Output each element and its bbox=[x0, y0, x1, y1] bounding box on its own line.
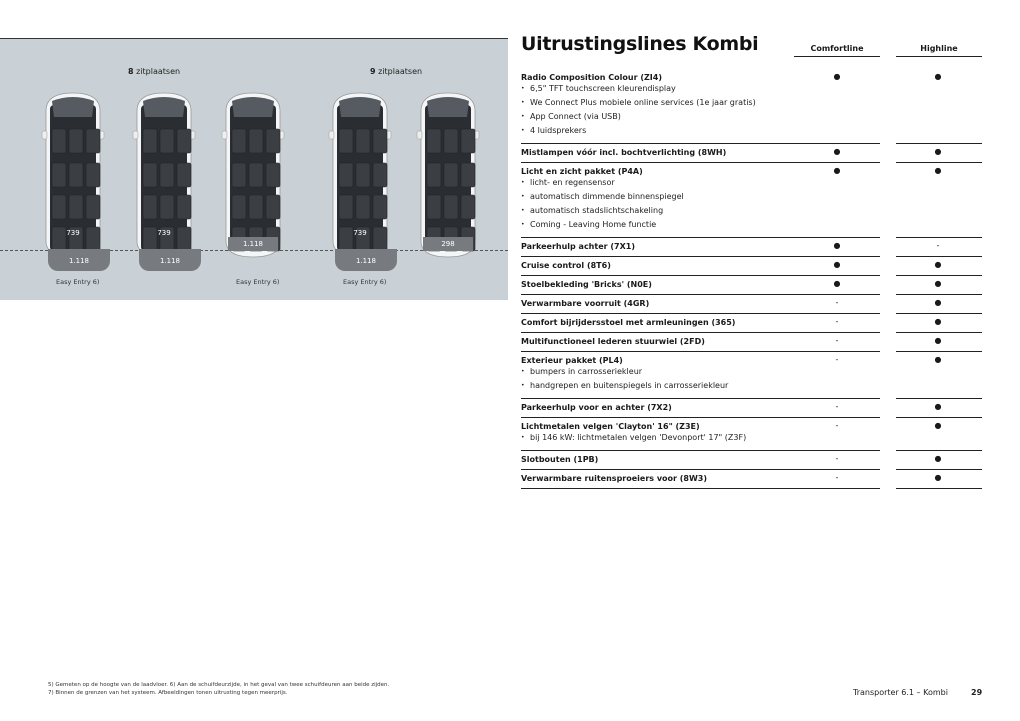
row-divider bbox=[521, 469, 794, 470]
highline-mark: ● bbox=[934, 317, 942, 326]
row-divider bbox=[794, 488, 880, 489]
row-divider bbox=[794, 294, 880, 295]
equipment-sub-item: • 4 luidsprekers bbox=[521, 124, 981, 138]
dimension-label: 739 bbox=[353, 229, 367, 237]
row-divider bbox=[896, 450, 982, 451]
highline-mark: ● bbox=[934, 166, 942, 175]
easy-entry-note: Easy Entry 6) bbox=[236, 278, 280, 286]
equipment-row bbox=[521, 280, 981, 289]
row-divider bbox=[794, 332, 880, 333]
row-divider bbox=[794, 256, 880, 257]
equipment-row bbox=[521, 356, 981, 393]
row-divider bbox=[896, 417, 982, 418]
dimension-label: 739 bbox=[66, 229, 80, 237]
equipment-row bbox=[521, 167, 981, 232]
comfortline-mark: ● bbox=[833, 72, 841, 81]
equipment-row bbox=[521, 422, 981, 445]
highline-mark: ● bbox=[934, 72, 942, 81]
comfortline-mark: - bbox=[835, 402, 839, 411]
dimension-band: 1.118 bbox=[139, 249, 201, 271]
equipment-sub-item: • licht- en regensensor bbox=[521, 176, 981, 190]
dimension-band: 1.118 bbox=[228, 237, 278, 251]
row-divider bbox=[521, 450, 794, 451]
equipment-name: Slotbouten (1PB) bbox=[521, 455, 599, 464]
row-divider bbox=[896, 398, 982, 399]
highline-mark: ● bbox=[934, 147, 942, 156]
row-divider bbox=[896, 143, 982, 144]
row-divider bbox=[521, 398, 794, 399]
row-divider bbox=[896, 294, 982, 295]
equipment-sub-item: • bij 146 kW: lichtmetalen velgen 'Devonport' 17" (Z3F) bbox=[521, 431, 981, 445]
row-divider bbox=[794, 275, 880, 276]
page-footer-label: Transporter 6.1 – Kombi bbox=[853, 688, 948, 697]
row-divider bbox=[794, 143, 880, 144]
page-number: 29 bbox=[971, 688, 983, 697]
equipment-name: Multifunctioneel lederen stuurwiel (2FD) bbox=[521, 337, 705, 346]
equipment-sub-item: • automatisch dimmende binnenspiegel bbox=[521, 190, 981, 204]
row-divider bbox=[794, 398, 880, 399]
row-divider bbox=[794, 450, 880, 451]
van-top-view bbox=[220, 91, 286, 259]
comfortline-mark: - bbox=[835, 454, 839, 463]
equipment-name: Exterieur pakket (PL4) bbox=[521, 356, 623, 365]
dimension-band: 1.118 bbox=[48, 249, 110, 271]
row-divider bbox=[794, 237, 880, 238]
comfortline-mark: - bbox=[835, 298, 839, 307]
comfortline-mark: ● bbox=[833, 147, 841, 156]
row-divider bbox=[521, 351, 794, 352]
equipment-row bbox=[521, 455, 981, 464]
page-title: Uitrustingslines Kombi bbox=[521, 33, 759, 55]
dimension-label: 739 bbox=[157, 229, 171, 237]
row-divider bbox=[896, 488, 982, 489]
row-divider bbox=[794, 417, 880, 418]
equipment-name: Verwarmbare voorruit (4GR) bbox=[521, 299, 650, 308]
column-header-comfortline: Comfortline bbox=[794, 44, 880, 57]
equipment-name: Parkeerhulp voor en achter (7X2) bbox=[521, 403, 672, 412]
footnote-2: 7) Binnen de grenzen van het systeem. Afbeeldingen tonen uitrusting tegen meerprijs. bbox=[48, 690, 288, 696]
highline-mark: ● bbox=[934, 454, 942, 463]
comfortline-mark: - bbox=[835, 473, 839, 482]
equipment-name: Lichtmetalen velgen 'Clayton' 16" (Z3E) bbox=[521, 422, 700, 431]
equipment-row bbox=[521, 73, 981, 138]
row-divider bbox=[521, 256, 794, 257]
equipment-row bbox=[521, 299, 981, 308]
comfortline-mark: ● bbox=[833, 166, 841, 175]
equipment-sub-item: • handgrepen en buitenspiegels in carrosseriekleur bbox=[521, 379, 981, 393]
easy-entry-note: Easy Entry 6) bbox=[343, 278, 387, 286]
equipment-row bbox=[521, 261, 981, 270]
equipment-sub-item: • automatisch stadslichtschakeling bbox=[521, 204, 981, 218]
equipment-sub-item: • App Connect (via USB) bbox=[521, 110, 981, 124]
row-divider bbox=[521, 237, 794, 238]
row-divider bbox=[521, 332, 794, 333]
equipment-name: Parkeerhulp achter (7X1) bbox=[521, 242, 635, 251]
equipment-sub-item: • We Connect Plus mobiele online services (1e jaar gratis) bbox=[521, 96, 981, 110]
row-divider bbox=[794, 351, 880, 352]
row-divider bbox=[521, 313, 794, 314]
comfortline-mark: - bbox=[835, 336, 839, 345]
equipment-row bbox=[521, 403, 981, 412]
row-divider bbox=[521, 162, 794, 163]
row-divider bbox=[794, 162, 880, 163]
comfortline-mark: ● bbox=[833, 260, 841, 269]
equipment-row bbox=[521, 148, 981, 157]
comfortline-mark: ● bbox=[833, 279, 841, 288]
row-divider bbox=[521, 417, 794, 418]
highline-mark: - bbox=[936, 241, 940, 250]
row-divider bbox=[896, 237, 982, 238]
equipment-name: Licht en zicht pakket (P4A) bbox=[521, 167, 643, 176]
row-divider bbox=[521, 294, 794, 295]
equipment-sub-item: • 6,5" TFT touchscreen kleurendisplay bbox=[521, 82, 981, 96]
equipment-row bbox=[521, 242, 981, 251]
equipment-sub-item: • bumpers in carrosseriekleur bbox=[521, 365, 981, 379]
highline-mark: ● bbox=[934, 473, 942, 482]
highline-mark: ● bbox=[934, 402, 942, 411]
van-seating-illustration bbox=[0, 38, 508, 300]
row-divider bbox=[896, 469, 982, 470]
equipment-sub-item: • Coming - Leaving Home functie bbox=[521, 218, 981, 232]
row-divider bbox=[794, 313, 880, 314]
equipment-name: Comfort bijrijdersstoel met armleuningen (365) bbox=[521, 318, 736, 327]
comfortline-mark: ● bbox=[833, 241, 841, 250]
equipment-name: Radio Composition Colour (ZI4) bbox=[521, 73, 662, 82]
van-top-view bbox=[415, 91, 481, 259]
equipment-row bbox=[521, 318, 981, 327]
comfortline-mark: - bbox=[835, 317, 839, 326]
highline-mark: ● bbox=[934, 355, 942, 364]
highline-mark: ● bbox=[934, 298, 942, 307]
equipment-name: Verwarmbare ruitensproeiers voor (8W3) bbox=[521, 474, 708, 483]
equipment-name: Cruise control (8T6) bbox=[521, 261, 611, 270]
row-divider bbox=[896, 332, 982, 333]
easy-entry-note: Easy Entry 6) bbox=[56, 278, 100, 286]
comfortline-mark: - bbox=[835, 421, 839, 430]
equipment-name: Stoelbekleding 'Bricks' (N0E) bbox=[521, 280, 652, 289]
row-divider bbox=[521, 488, 794, 489]
row-divider bbox=[896, 313, 982, 314]
dimension-band: 1.118 bbox=[335, 249, 397, 271]
footnote-1: 5) Gemeten op de hoogte van de laadvloer. 6) Aan de schuifdeurzijde, in het geval van twee schuifdeuren aan beide zijden. bbox=[48, 682, 390, 688]
highline-mark: ● bbox=[934, 279, 942, 288]
highline-mark: ● bbox=[934, 336, 942, 345]
row-divider bbox=[896, 351, 982, 352]
row-divider bbox=[896, 256, 982, 257]
equipment-row bbox=[521, 474, 981, 483]
comfortline-mark: - bbox=[835, 355, 839, 364]
row-divider bbox=[794, 469, 880, 470]
highline-mark: ● bbox=[934, 421, 942, 430]
row-divider bbox=[521, 143, 794, 144]
group-label-8-seats: 8 zitplaatsen bbox=[128, 67, 181, 76]
equipment-name: Mistlampen vóór incl. bochtverlichting (8WH) bbox=[521, 148, 727, 157]
row-divider bbox=[521, 275, 794, 276]
row-divider bbox=[896, 162, 982, 163]
highline-mark: ● bbox=[934, 260, 942, 269]
group-label-9-seats: 9 zitplaatsen bbox=[370, 67, 423, 76]
equipment-row bbox=[521, 337, 981, 346]
column-header-highline: Highline bbox=[896, 44, 982, 57]
row-divider bbox=[896, 275, 982, 276]
dimension-band: 298 bbox=[423, 237, 473, 251]
